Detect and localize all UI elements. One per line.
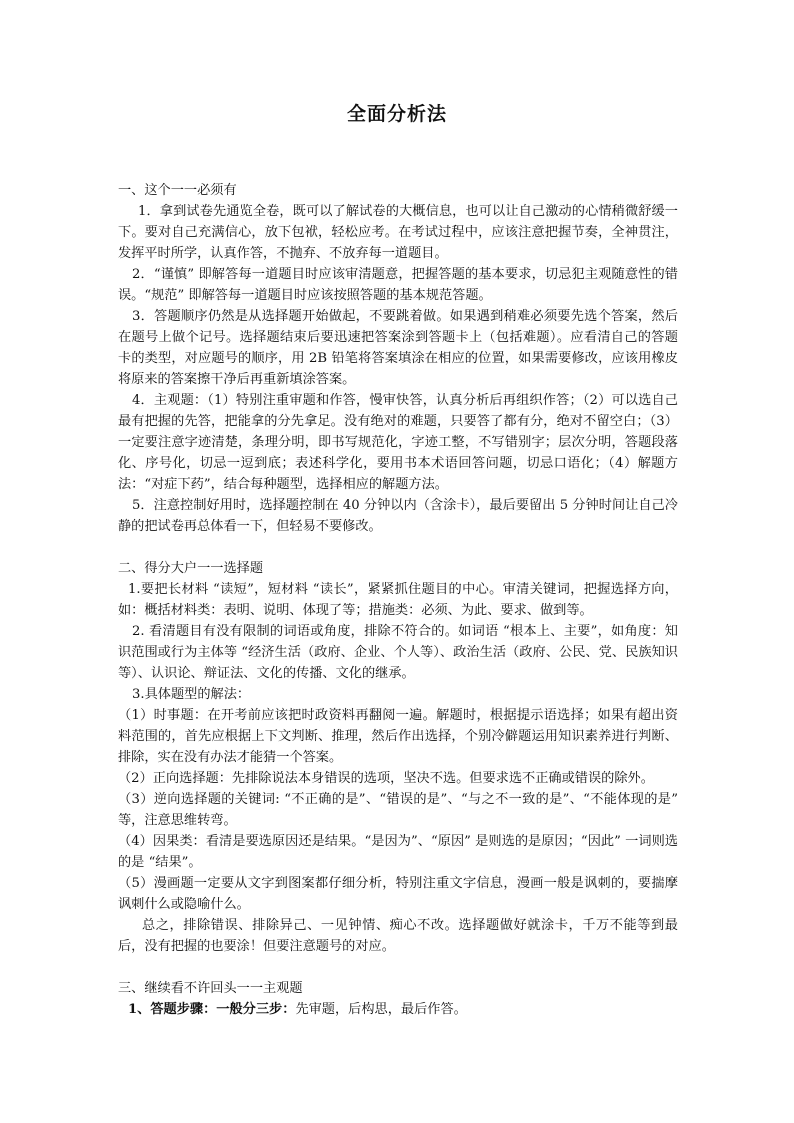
section-2-paragraph-4: （1）时事题：在开考前应该把时政资料再翻阅一遍。解题时，根据提示语选择；如果有超出资料范围的，首先应根据上下文判断、推理，然后作出选择，个别冷僻题运用知识素养进行判断、排除，实在没有办法才能猜一个答案。 [118,708,678,765]
section-2-paragraph-5: （2）正向选择题：先排除说法本身错误的选项，坚决不选。但要求选不正确或错误的除外。 [118,771,654,786]
section-2-paragraph-3: 3.具体题型的解法： [132,687,251,702]
answer-steps-label: 1、答题步骤：一般分三步： [128,1002,296,1017]
section-1-heading: 一、这个一一必须有 [118,183,237,198]
section-1-paragraph-5: 5．注意控制好用时，选择题控制在 40 分钟以内（含涂卡），最后要留出 5 分钟时间让自己冷静的把试卷再总体看一下，但轻易不要修改。 [118,498,678,534]
section-2-paragraph-6: （3）逆向选择题的关键词: “不正确的是”、“错误的是”、“与之不一致的是”、“不能体现的是” 等，注意思维转弯。 [118,792,678,828]
section-2-paragraph-2: 2. 看清题目有没有限制的词语或角度，排除不符合的。如词语 “根本上、主要”，如角度：知识范围或行为主体等 “经济生活（政府、企业、个人等）、政治生活（政府、公民、党、民族知识等）、认识论、辩证法、文化的传播、文化的继承。 [118,624,678,681]
section-1-paragraph-3: 3．答题顺序仍然是从选择题开始做起，不要跳着做。如果遇到稍难必须要先选个答案，然后在题号上做个记号。选择题结束后要迅速把答案涂到答题卡上（包括难题）。应看清自己的答题卡的类型，对应题号的顺序，用 2B 铅笔将答案填涂在相应的位置，如果需要修改，应该用橡皮将原来的答案擦干净后再重新填涂答案。 [118,309,678,387]
document-body [118,180,678,1020]
section-2-paragraph-9: 总之，排除错误、排除异己、一见钟情、痴心不改。选择题做好就涂卡，千万不能等到最后，没有把握的也要涂！但要注意题号的对应。 [118,918,678,954]
answer-steps-text: 先审题，后构思，最后作答。 [295,1002,467,1017]
section-2-paragraph-7: （4）因果类：看清是要选原因还是结果。“是因为”、“原因” 是则选的是原因；“因此” 一词则选的是 “结果”。 [118,834,678,870]
section-3-heading: 三、继续看不许回头一一主观题 [118,981,303,996]
page-title: 全面分析法 [346,103,447,125]
section-3-paragraph-1 [118,999,678,1020]
spacer [118,957,678,978]
section-1-paragraph-1: 1．拿到试卷先通览全卷，既可以了解试卷的大概信息，也可以让自己激动的心情稍微舒缓一下。要对自己充满信心，放下包袱，轻松应考。在考试过程中，应该注意把握节奏，全神贯注，发挥平时所学，认真作答，不抛弃、不放弃每一道题目。 [118,204,678,261]
section-1-paragraph-4: 4．主观题：（1）特别注重审题和作答，慢审快答，认真分析后再组织作答；（2）可以选自己最有把握的先答，把能拿的分先拿足。没有绝对的难题，只要答了都有分，绝对不留空白；（3）一定要注意字迹清楚，条理分明，即书写规范化，字迹工整，不写错别字；层次分明，答题段落化、序号化，切忌一逗到底；表述科学化，要用书本术语回答问题，切忌口语化；（4）解题方法：“对症下药”，结合每种题型，选择相应的解题方法。 [118,393,678,492]
section-2-heading: 二、得分大户一一选择题 [118,561,264,576]
section-1-paragraph-2: 2．“谨慎” 即解答每一道题目时应该审清题意，把握答题的基本要求，切忌犯主观随意性的错误。“规范” 即解答每一道题目时应该按照答题的基本规范答题。 [118,267,678,303]
section-2-paragraph-8: （5）漫画题一定要从文字到图案都仔细分析，特别注重文字信息，漫画一般是讽刺的，要揣摩讽刺什么或隐喻什么。 [118,876,678,912]
section-2-paragraph-1: 1.要把长材料 “读短”，短材料 “读长”，紧紧抓住题目的中心。审清关键词，把握选择方向，如：概括材料类：表明、说明、体现了等；措施类：必须、为此、要求、做到等。 [118,582,678,618]
spacer [118,537,678,558]
